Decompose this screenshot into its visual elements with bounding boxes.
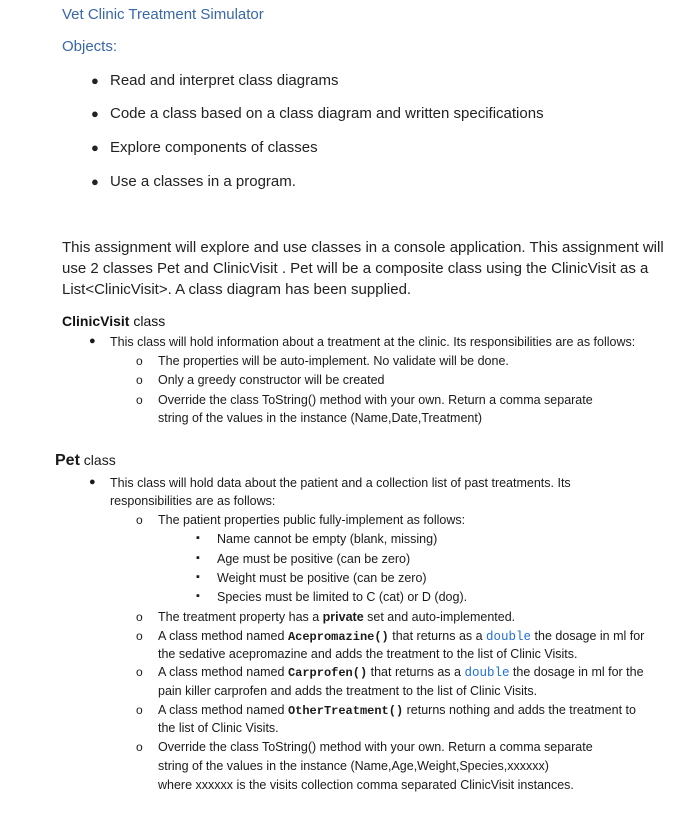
pet-acepromazine-continued: the sedative acepromazine and adds the treatment to the list of Clinic Visits. bbox=[158, 647, 578, 661]
pet-tostring-item bbox=[136, 740, 593, 754]
intro-line: This assignment will explore and use classes in a console application. This assignment will bbox=[62, 239, 664, 256]
type-keyword: double bbox=[486, 630, 532, 644]
item-text: that returns as a bbox=[388, 629, 487, 643]
pet-description-continued: responsibilities are as follows: bbox=[110, 494, 276, 508]
item-text: set and auto-implemented. bbox=[363, 610, 516, 624]
pet-tostring-continued: string of the values in the instance (Name,Age,Weight,Species,xxxxxx) bbox=[158, 759, 549, 773]
square-bullet-icon: ▪ bbox=[196, 552, 200, 564]
prop-text: Species must be limited to C (cat) or D (dog). bbox=[217, 590, 468, 604]
pet-othertreatment-item bbox=[136, 703, 636, 718]
pet-prop-item bbox=[196, 571, 427, 585]
document-title: Vet Clinic Treatment Simulator bbox=[62, 6, 264, 23]
clinicvisit-description bbox=[89, 335, 636, 349]
square-bullet-icon: ▪ bbox=[196, 590, 200, 602]
pet-heading bbox=[55, 452, 116, 470]
pet-tostring-continued: where xxxxxx is the visits collection comma separated ClinicVisit instances. bbox=[158, 778, 574, 792]
intro-paragraph bbox=[62, 237, 664, 300]
pet-prop-item bbox=[196, 532, 438, 546]
description-text: This class will hold data about the patient and a collection list of past treatments. Its bbox=[110, 476, 571, 490]
class-label: class bbox=[79, 452, 116, 468]
objective-text: Read and interpret class diagrams bbox=[110, 72, 339, 89]
square-bullet-icon: ▪ bbox=[196, 532, 200, 544]
square-bullet-icon: ▪ bbox=[196, 571, 200, 583]
pet-carprofen-continued: pain killer carprofen and adds the treatment to the list of Clinic Visits. bbox=[158, 684, 538, 698]
objective-item bbox=[91, 105, 544, 122]
objective-item bbox=[91, 139, 318, 156]
hollow-bullet-icon: o bbox=[136, 703, 143, 717]
item-text: A class method named bbox=[158, 703, 288, 717]
pet-othertreatment-continued: the list of Clinic Visits. bbox=[158, 721, 279, 735]
bullet-icon: ● bbox=[89, 476, 96, 488]
bullet-icon: ● bbox=[91, 106, 99, 121]
objects-heading: Objects: bbox=[62, 38, 118, 55]
pet-carprofen-item bbox=[136, 665, 644, 680]
hollow-bullet-icon: o bbox=[136, 740, 143, 754]
item-text: A class method named bbox=[158, 629, 288, 643]
item-text: returns nothing and adds the treatment to bbox=[403, 703, 636, 717]
clinicvisit-heading bbox=[62, 313, 165, 329]
hollow-bullet-icon: o bbox=[136, 373, 143, 387]
clinicvisit-item bbox=[136, 373, 385, 387]
item-text: that returns as a bbox=[367, 665, 465, 679]
method-name: Carprofen() bbox=[287, 666, 368, 680]
prop-text: Age must be positive (can be zero) bbox=[217, 552, 411, 566]
objective-item bbox=[91, 173, 296, 190]
intro-line: List<ClinicVisit>. A class diagram has been supplied. bbox=[62, 281, 412, 298]
method-name: Acepromazine() bbox=[287, 630, 389, 644]
hollow-bullet-icon: o bbox=[136, 513, 143, 527]
bullet-icon: ● bbox=[91, 174, 99, 189]
item-text: Only a greedy constructor will be created bbox=[158, 373, 385, 387]
clinicvisit-item bbox=[136, 393, 593, 407]
objective-text: Use a classes in a program. bbox=[110, 173, 296, 190]
method-name: OtherTreatment() bbox=[287, 704, 404, 718]
bullet-icon: ● bbox=[89, 335, 96, 347]
item-text: The treatment property has a bbox=[158, 610, 323, 624]
objective-item bbox=[91, 72, 339, 89]
item-text: The patient properties public fully-implement as follows: bbox=[158, 513, 466, 527]
pet-treatment-item bbox=[136, 610, 516, 624]
objective-text: Explore components of classes bbox=[110, 139, 318, 156]
item-text: The properties will be auto-implement. No validate will be done. bbox=[158, 354, 509, 368]
hollow-bullet-icon: o bbox=[136, 393, 143, 407]
pet-acepromazine-item bbox=[136, 629, 645, 644]
item-text: Override the class ToString() method with your own. Return a comma separate bbox=[158, 393, 593, 407]
clinicvisit-class-name: ClinicVisit bbox=[62, 313, 130, 329]
description-text: This class will hold information about a treatment at the clinic. Its responsibilities are as follows: bbox=[110, 335, 636, 349]
prop-text: Name cannot be empty (blank, missing) bbox=[217, 532, 438, 546]
prop-text: Weight must be positive (can be zero) bbox=[217, 571, 427, 585]
pet-props-intro bbox=[136, 513, 466, 527]
objective-text: Code a class based on a class diagram and written specifications bbox=[110, 105, 544, 122]
item-text: the dosage in ml for the bbox=[509, 665, 644, 679]
pet-class-name: Pet bbox=[55, 452, 80, 469]
clinicvisit-item bbox=[136, 354, 509, 368]
bullet-icon: ● bbox=[91, 73, 99, 88]
pet-prop-item bbox=[196, 552, 411, 566]
hollow-bullet-icon: o bbox=[136, 665, 143, 679]
class-label: class bbox=[129, 313, 166, 329]
clinicvisit-item-continued: string of the values in the instance (Name,Date,Treatment) bbox=[158, 411, 482, 425]
hollow-bullet-icon: o bbox=[136, 629, 143, 643]
item-text: Override the class ToString() method with your own. Return a comma separate bbox=[158, 740, 593, 754]
item-text: A class method named bbox=[158, 665, 288, 679]
item-text: the dosage in ml for bbox=[531, 629, 645, 643]
bullet-icon: ● bbox=[91, 140, 99, 155]
private-keyword: private bbox=[322, 610, 364, 624]
pet-prop-item bbox=[196, 590, 468, 604]
hollow-bullet-icon: o bbox=[136, 354, 143, 368]
intro-line: use 2 classes Pet and ClinicVisit . Pet will be a composite class using the ClinicVisit as a bbox=[62, 260, 649, 277]
type-keyword: double bbox=[464, 666, 510, 680]
pet-description bbox=[89, 476, 571, 490]
hollow-bullet-icon: o bbox=[136, 610, 143, 624]
